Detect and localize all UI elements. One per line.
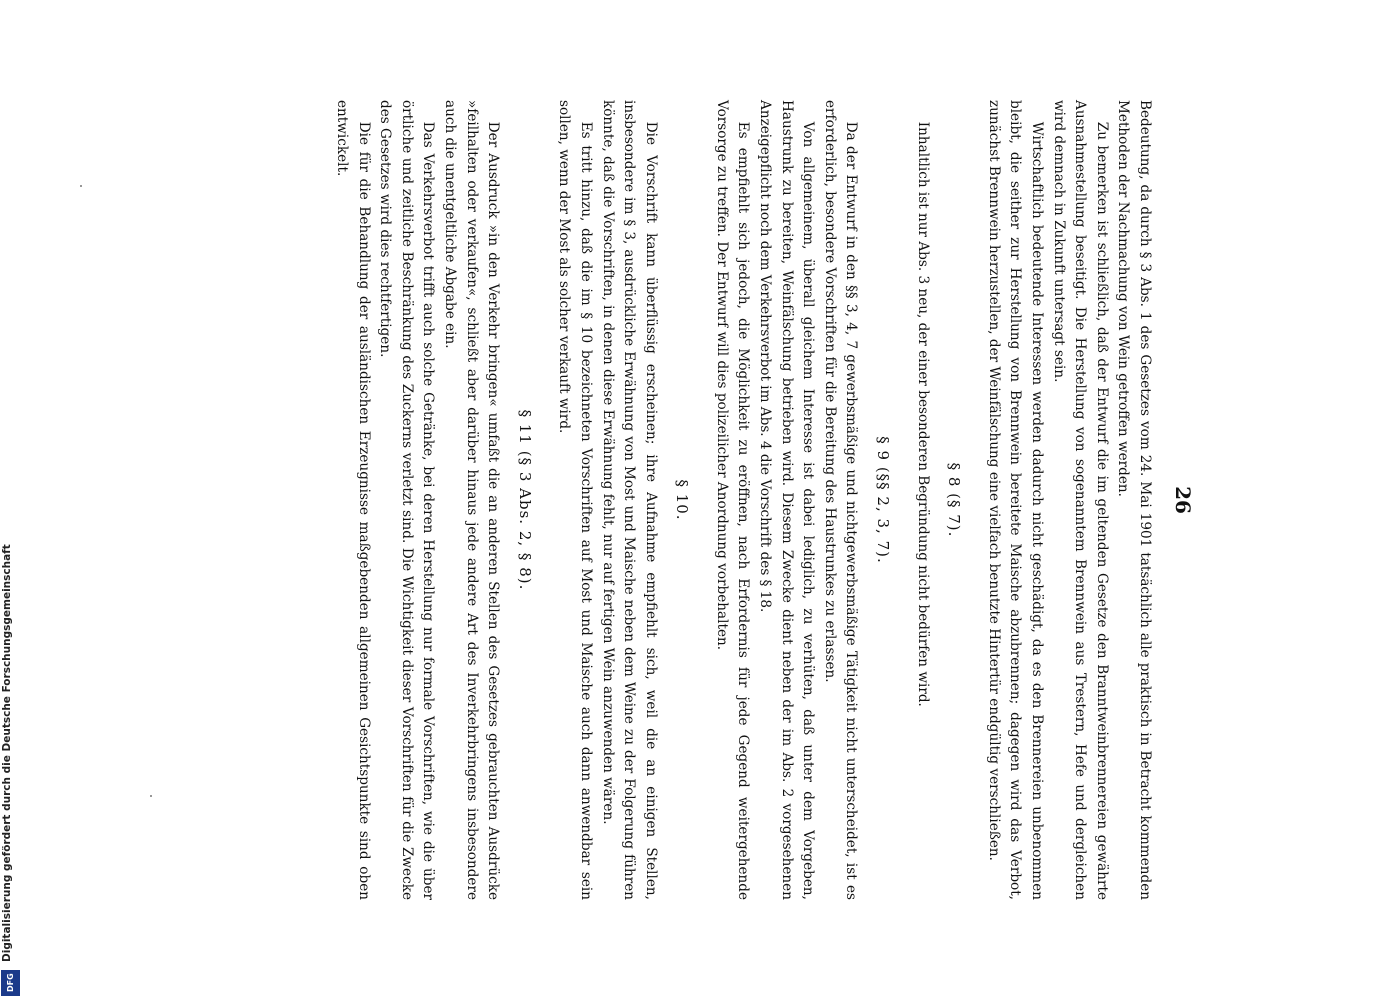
paragraph: Zu bemerken ist schließlich, daß der Entwurf die im geltenden Gesetze den Branntweinbrennereien gewährte Ausnahmestellung beseitigt. Die Herstellung von sogenanntem Brennwein aus Trestern, Hefe und dergleichen wird demnach in Zukunft untersagt sein. (1050, 100, 1110, 900)
paragraph: Die Vorschrift kann überflüssig erscheinen; ihre Aufnahme empfiehlt sich, weil die an einigen Stellen, insbesondere im § 3, ausdrückliche Erwähnung von Most und Maische neben dem Weine zu der Folgerung führen könnte, daß die Vorschriften, in denen diese Erwähnung fehlt, nur auf fertigen Wein anzuwenden wären. (599, 100, 659, 900)
paragraph: Es empfiehlt sich jedoch, die Möglichkeit zu eröffnen, nach Erfordernis für jede Gegend weitergehende Vorsorge zu treffen. Der Entwurf will dies polizeilicher Anordnung vorbehalten. (713, 100, 752, 900)
paragraph: Die für die Behandlung der ausländischen Erzeugnisse maßgebenden allgemeinen Gesichtspunkte sind oben entwickelt. (334, 100, 372, 900)
dfg-logo-icon: DFG (1, 970, 20, 996)
section-9 (710, 100, 893, 900)
paragraph: Wirtschaftlich bedeutende Interessen werden dadurch nicht geschädigt, da es den Brennereien unbenommen bleibt, die seither zur Herstellung von Brennwein bereitete Maische abzubrennen; dagegen wird das Verbot, zunächst Brennwein herzustellen, der Weinfälschung eine vielfach benutzte Hintertür endgültig verschließen. (985, 100, 1046, 900)
page-number: 26 (1171, 486, 1195, 514)
paragraph: Bedeutung, da durch § 3 Abs. 1 des Gesetzes vom 24. Mai 1901 tatsächlich alle praktisch in Betracht kommenden Methoden der Nachmachung von Wein getroffen werden. (1115, 100, 1153, 900)
paragraph: Inhaltlich ist nur Abs. 3 neu, der einer besonderen Begründung nicht bedürfen wird. (914, 121, 931, 707)
section-8 (911, 100, 964, 900)
rotated-document-page (95, 80, 1235, 920)
digitization-footer (0, 0, 22, 1000)
section-heading: § 9 (§§ 2, 3, 7). (874, 436, 893, 564)
paragraph: Das Verkehrsverbot trifft auch solche Getränke, bei deren Herstellung nur formale Vorschriften, wie die über örtliche und zeitliche Beschränkung des Zuckerns verletzt sind. Die Wichtigkeit dieser Vorschriften für die Zwecke des Gesetzes wird dies rechtfertigen. (377, 100, 437, 900)
paragraph: Von allgemeinem, überall gleichem Interesse ist dabei lediglich, zu verhüten, daß unter dem Vorgeben, Haustrunk zu bereiten, Weinfälschung betrieben wird. Diesem Zwecke dient neben der im Abs. 2 vorgesehenen Anzeigepflicht noch dem Verkehrsverbot im Abs. 4 die Vorschrift des § 18. (757, 100, 817, 900)
paragraph: Es tritt hinzu, daß die im § 10 bezeichneten Vorschriften auf Most und Maische auch dann anwendbar sein sollen, wenn der Most als solcher verkauft wird. (556, 100, 594, 900)
section-10 (553, 100, 693, 900)
section-intro (982, 100, 1155, 900)
paragraph: Der Ausdruck »in den Verkehr bringen« umfaßt die an anderen Stellen des Gesetzes gebrauchten Ausdrücke »feilhalten oder verkaufen«, schließt aber darüber hinaus jede andere Art des Inverkehrbringens insbesondere auch die unentgeltliche Abgabe ein. (441, 100, 502, 900)
section-heading: § 11 (§ 3 Abs. 2, § 8). (515, 409, 534, 591)
scan-speck (80, 185, 82, 187)
section-heading: § 8 (§ 7). (945, 462, 964, 538)
section-11 (330, 100, 534, 900)
document-body (312, 100, 1155, 900)
section-heading: § 10. (673, 479, 692, 521)
footer-attribution: Digitalisierung gefördert durch die Deutsche Forschungsgemeinschaft (1, 544, 13, 962)
paragraph: Da der Entwurf in den §§ 3, 4, 7 gewerbsmäßige und nichtgewerbsmäßige Tätigkeit nicht unterscheidet, ist es erforderlich, besondere Vorschriften für die Bereitung des Haustrunkes zu erlassen. (821, 100, 860, 900)
